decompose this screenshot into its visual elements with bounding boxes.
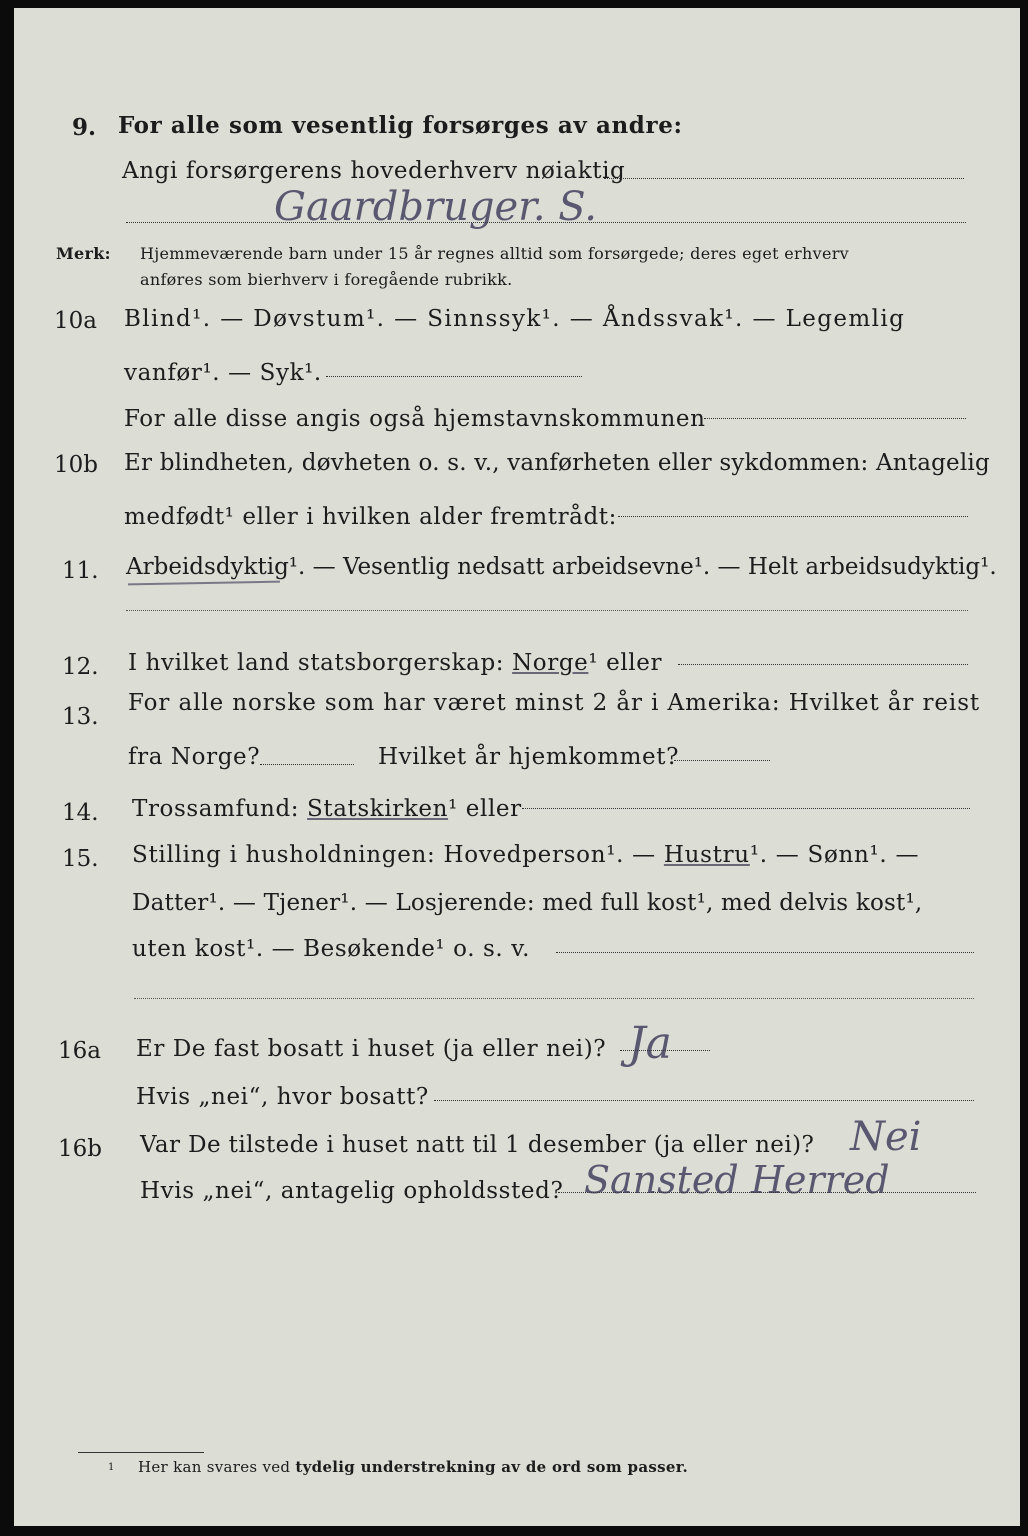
q14-underlined-answer: Statskirken [307,796,449,822]
q14-blank [522,808,970,809]
q11-line-1: Arbeidsdyktig¹. — Vesentlig nedsatt arbeidsevne¹. — Helt arbeidsudyktig¹. [126,554,997,580]
q9-answer-line [126,222,966,223]
q9-prompt-line [604,178,964,179]
footnote-marker: 1 [108,1462,115,1473]
q12-question [128,650,662,676]
q10a-line-2: vanfør¹. — Syk¹. [124,360,322,386]
q10a-line-3-blank [704,418,966,419]
q10b-line-1: Er blindheten, døvheten o. s. v., vanførheten eller sykdommen: Antagelig [124,450,990,476]
q16b-handwritten-answer-1: Nei [850,1114,922,1160]
census-form-page [14,8,1020,1526]
q16a-handwritten-answer: Ja [628,1018,672,1069]
merk-line-2: anføres som bierhverv i foregående rubrikk. [140,270,513,289]
q16a-line-2-blank [434,1100,974,1101]
q13-hjemkommet-blank [674,760,770,761]
footnote-text-plain: Her kan svares ved [138,1458,291,1476]
q16b-handwritten-answer-2: Sansted Herred [584,1158,890,1202]
q13-number: 13. [62,704,99,730]
q15-line-2: Datter¹. — Tjener¹. — Losjerende: med full kost¹, med delvis kost¹, [132,890,923,916]
q9-title: For alle som vesentlig forsørges av andre: [118,112,683,139]
q15-line-1b: ¹. — Sønn¹. — [749,842,920,868]
merk-label: Merk: [56,244,111,263]
q9-prompt: Angi forsørgerens hovederhverv nøiaktig [122,158,626,184]
q14-number: 14. [62,800,99,826]
q15-number: 15. [62,846,99,872]
q11-answer-line [126,610,968,611]
q10a-line-3: For alle disse angis også hjemstavnskommunen [124,406,706,432]
q12-underlined-answer: Norge [512,650,589,676]
q13-reist-blank [260,764,354,765]
footnote-text [138,1458,688,1476]
merk-line-1: Hjemmeværende barn under 15 år regnes alltid som forsørgede; deres eget erhverv [140,244,849,263]
q12-blank [678,664,968,665]
q15-line-1 [132,842,919,868]
q16a-line-1-blank [620,1050,710,1051]
q13-line-2b: Hvilket år hjemkommet? [378,744,680,770]
q15-answer-line [134,998,974,999]
q12-question-tail: ¹ eller [588,650,663,676]
q14-question-tail: ¹ eller [448,796,522,822]
q10a-line-1: Blind¹. — Døvstum¹. — Sinnssyk¹. — Åndssvak¹. — Legemlig [124,306,906,332]
q10a-number: 10a [54,308,97,334]
q15-line-3-blank [556,952,974,953]
q10b-line-2: medfødt¹ eller i hvilken alder fremtrådt: [124,504,617,530]
q16b-number: 16b [58,1136,102,1162]
q9-number: 9. [72,114,97,141]
q13-line-1: For alle norske som har været minst 2 år i Amerika: Hvilket år reist [128,690,981,716]
q12-question-text: I hvilket land statsborgerskap: [128,650,505,676]
q10b-line-2-blank [618,516,968,517]
q10a-line-2-blank [326,376,582,377]
q15-line-3: uten kost¹. — Besøkende¹ o. s. v. [132,936,531,962]
q15-underlined-answer: Hustru [663,842,750,868]
q16b-line-2: Hvis „nei“, antagelig opholdssted? [140,1178,564,1204]
q16a-line-1: Er De fast bosatt i huset (ja eller nei)? [136,1036,607,1062]
q16b-line-2-blank [558,1192,976,1193]
q9-handwritten-answer: Gaardbruger. S. [274,184,597,230]
q12-number: 12. [62,654,99,680]
q14-question [132,796,522,822]
q16a-number: 16a [58,1038,101,1064]
q15-line-1a: Stilling i husholdningen: Hovedperson¹. — [132,842,656,868]
q13-line-2a: fra Norge? [128,744,261,770]
q14-question-text: Trossamfund: [132,796,300,822]
q11-handwritten-underline [128,581,280,586]
footnote-rule [78,1452,204,1453]
q16b-line-1: Var De tilstede i huset natt til 1 desember (ja eller nei)? [140,1132,815,1158]
q16a-line-2: Hvis „nei“, hvor bosatt? [136,1084,429,1110]
q11-number: 11. [62,558,99,584]
q10b-number: 10b [54,452,98,478]
footnote-text-bold: tydelig understrekning av de ord som passer. [295,1458,689,1476]
